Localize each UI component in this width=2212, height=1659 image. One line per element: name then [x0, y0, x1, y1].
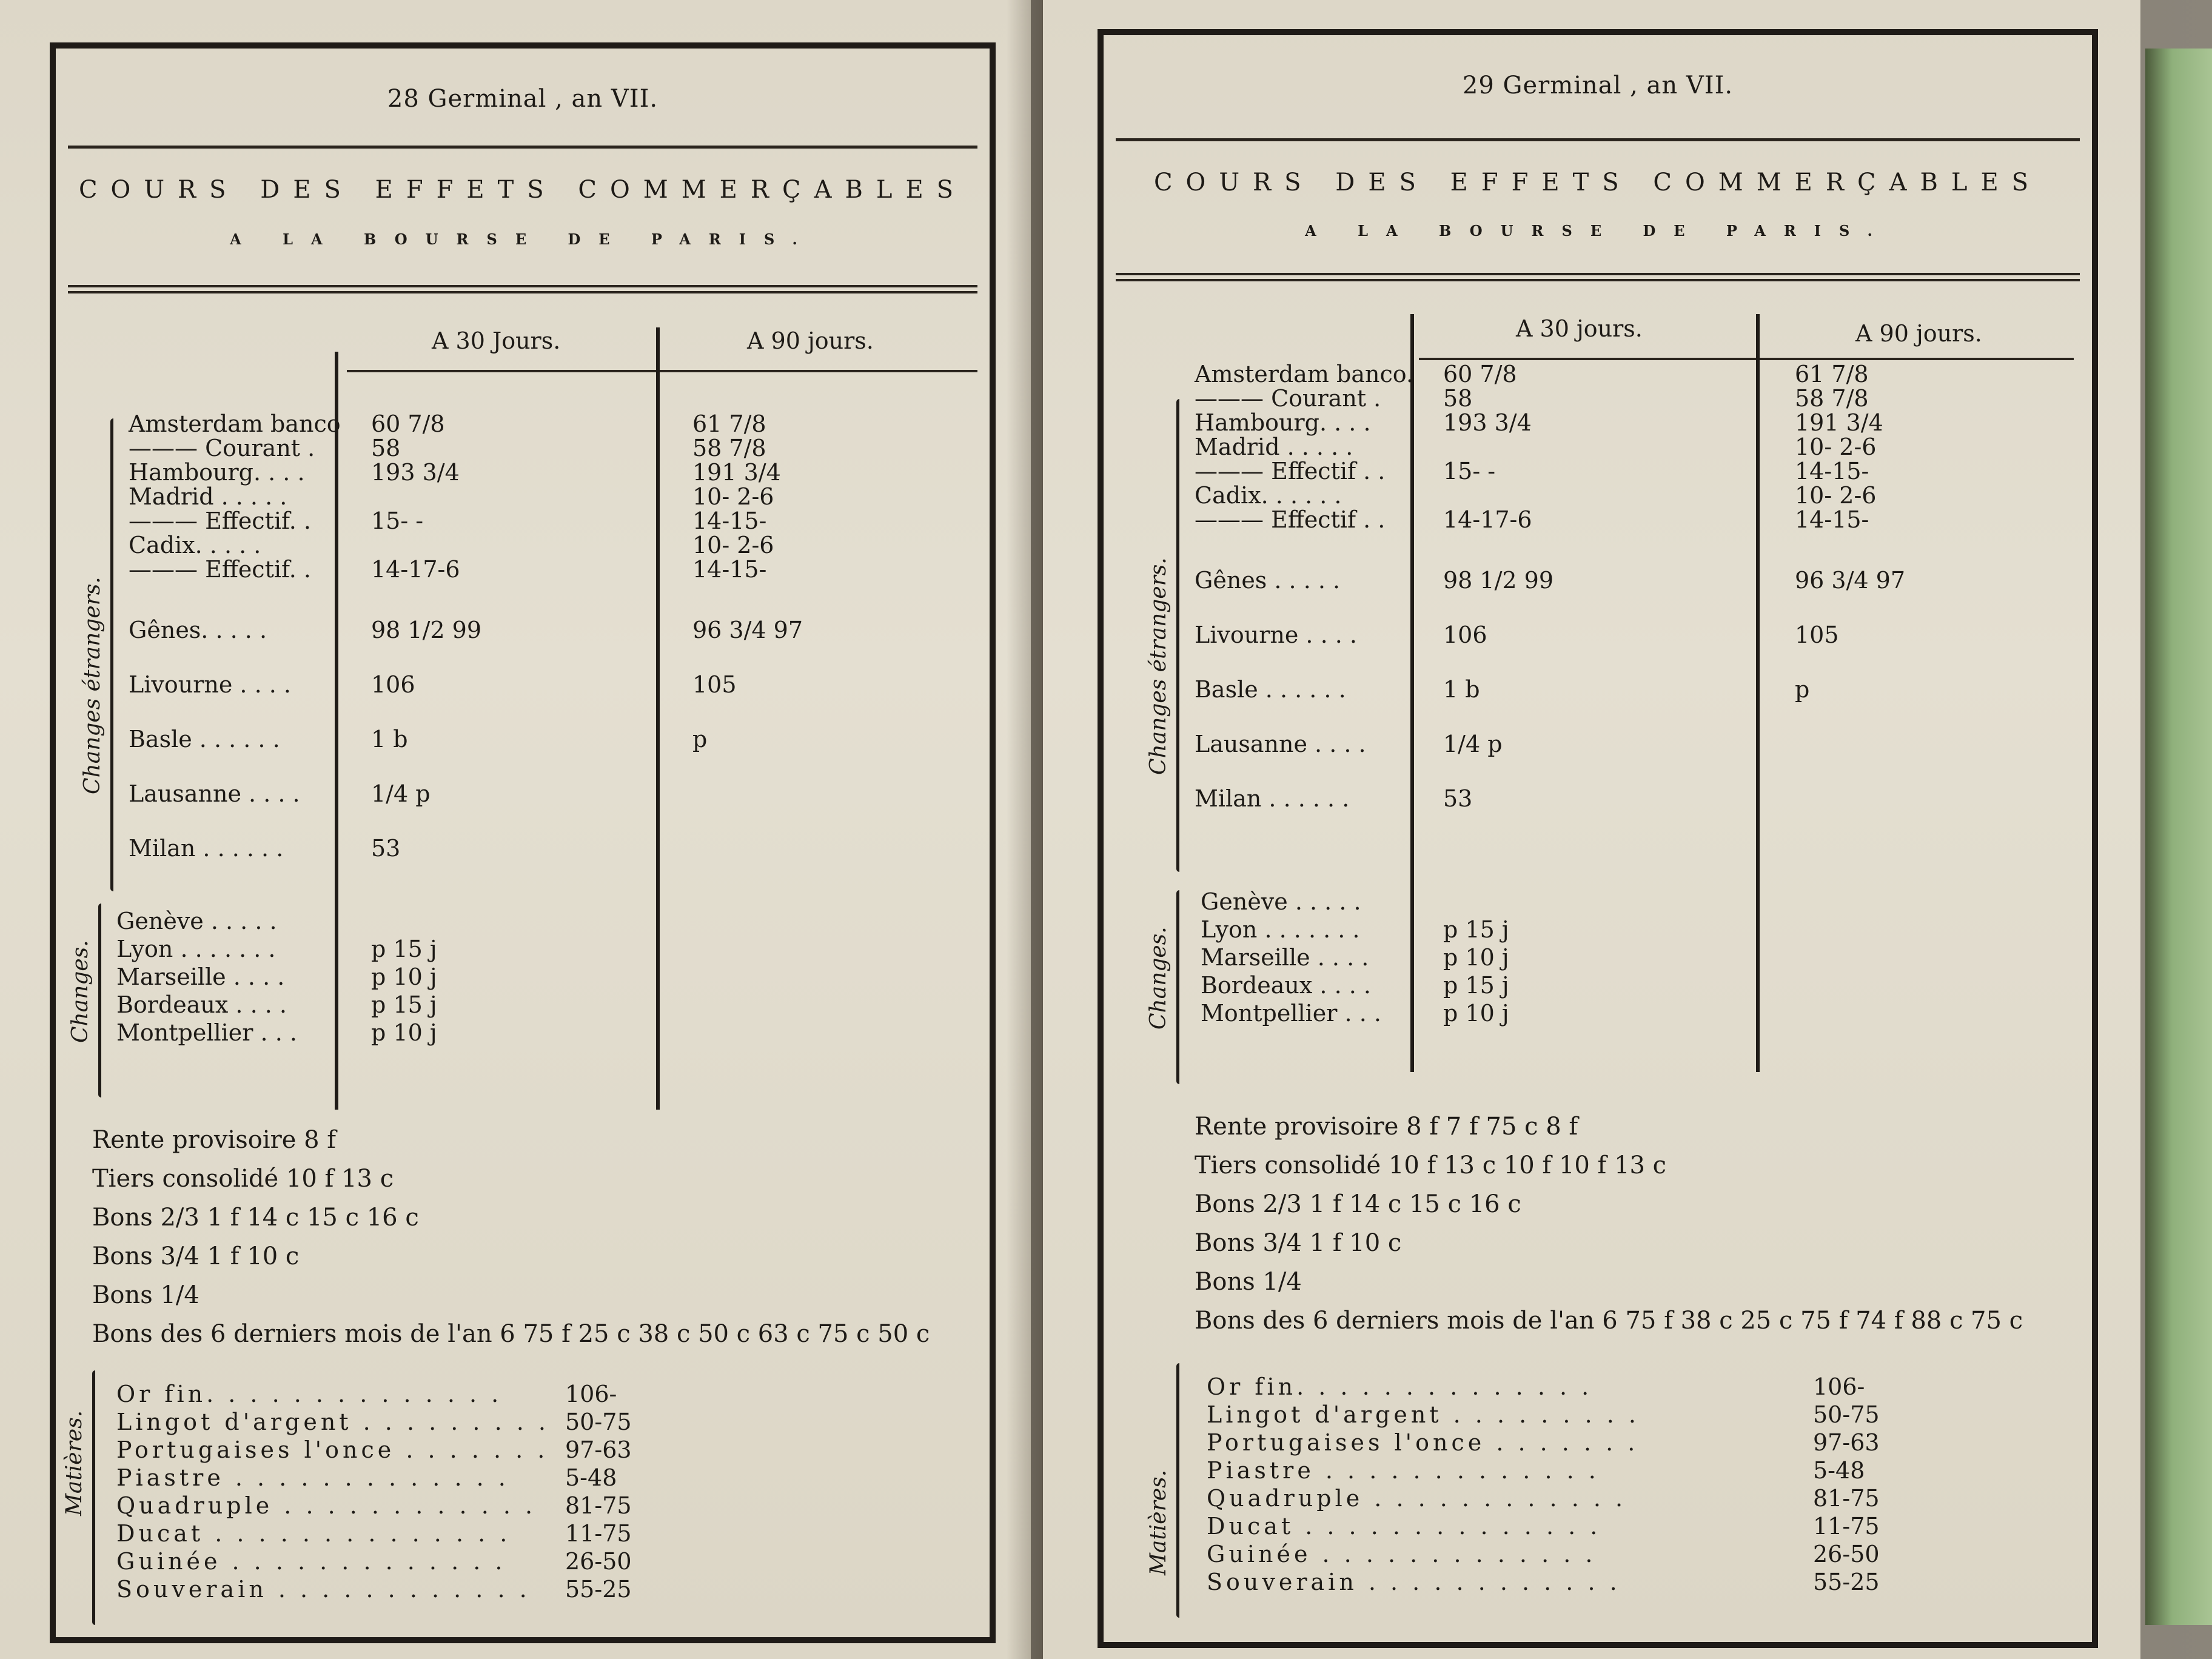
metal-price: 11-75	[565, 1520, 632, 1547]
left-title: COURS DES EFFETS COMMERÇABLES	[78, 176, 967, 204]
metal-label: Piastre . . . . . . . . . . . . .	[116, 1464, 509, 1491]
rate-30-days: 60 7/8	[1443, 361, 1517, 387]
rate-30-days: 53	[371, 835, 401, 862]
rate-30-days: 14-17-6	[1443, 506, 1532, 533]
rente-line: Bons 1/4	[1195, 1268, 1302, 1296]
metal-label: Quadruple . . . . . . . . . . . .	[116, 1492, 537, 1519]
rente-line: Bons 3/4 1 f 10 c	[1195, 1229, 1402, 1257]
right-page-frame	[1098, 29, 2098, 1648]
metal-price: 26-50	[565, 1548, 632, 1575]
right-group-changes: Changes.	[1146, 927, 1171, 1030]
rate-30-days: 1/4 p	[371, 780, 431, 807]
rate-90-days: 14-15-	[692, 556, 767, 583]
currency-label: Lausanne . . . .	[1195, 731, 1366, 757]
brace	[1176, 1363, 1179, 1618]
rente-line: Tiers consolidé 10 f 13 c 10 f 10 f 13 c	[1195, 1151, 1667, 1179]
rente-line: Bons des 6 derniers mois de l'an 6 75 f 38 c 25 c 75 f 74 f 88 c 75 c	[1195, 1307, 2023, 1335]
rate-90-days: 58 7/8	[1795, 385, 1869, 412]
left-group-matieres: Matières.	[62, 1410, 87, 1516]
city-label: Genève . . . . .	[116, 908, 277, 934]
currency-label: Gênes. . . . .	[129, 617, 267, 643]
column-rule	[656, 327, 660, 1110]
currency-label: Basle . . . . . .	[1195, 676, 1346, 703]
metal-price: 11-75	[1813, 1513, 1880, 1540]
city-label: Bordeaux . . . .	[116, 991, 287, 1018]
metal-price: 106-	[565, 1381, 617, 1407]
left-col-30-header: A 30 Jours.	[432, 327, 561, 354]
metal-label: Guinée . . . . . . . . . . . . .	[116, 1548, 506, 1575]
currency-label: ——— Effectif. .	[129, 508, 311, 534]
rate-30-days: 98 1/2 99	[1443, 567, 1554, 594]
rente-line: Bons 3/4 1 f 10 c	[92, 1242, 300, 1270]
city-label: Marseille . . . .	[1201, 944, 1369, 971]
rate-30-days: 14-17-6	[371, 556, 460, 583]
column-rule	[1756, 314, 1760, 1072]
currency-label: Milan . . . . . .	[1195, 785, 1350, 812]
right-running-head: 29 Germinal , an VII.	[1462, 72, 1734, 99]
rate-90-days: 10- 2-6	[692, 532, 774, 558]
rate-90-days: 191 3/4	[692, 459, 781, 486]
metal-label: Lingot d'argent . . . . . . . . .	[116, 1409, 549, 1435]
metal-price: 97-63	[565, 1436, 632, 1463]
rate-30-days: 193 3/4	[1443, 409, 1532, 436]
metal-label: Ducat . . . . . . . . . . . . . .	[116, 1520, 511, 1547]
rate-30-days: 1 b	[371, 726, 408, 752]
rate-90-days: 14-15-	[1795, 506, 1869, 533]
rate-90-days: 10- 2-6	[1795, 434, 1877, 460]
currency-label: Cadix. . . . . .	[1195, 482, 1342, 509]
rate-90-days: 14-15-	[692, 508, 767, 534]
rate-90-days: 10- 2-6	[1795, 482, 1877, 509]
book-cover-edge	[2145, 49, 2212, 1625]
rate-30-days: 15- -	[371, 508, 424, 534]
currency-label: Milan . . . . . .	[129, 835, 284, 862]
right-page	[1043, 0, 2140, 1659]
right-group-matieres: Matières.	[1146, 1469, 1171, 1575]
metal-price: 55-25	[1813, 1569, 1880, 1595]
metal-label: Or fin. . . . . . . . . . . . . .	[1207, 1373, 1593, 1400]
currency-label: Amsterdam banco.	[1195, 361, 1414, 387]
metal-price: 50-75	[565, 1409, 632, 1435]
rate-90-days: 61 7/8	[1795, 361, 1869, 387]
rate-30-days: 1/4 p	[1443, 731, 1503, 757]
rate-30-days: 106	[371, 671, 415, 698]
rente-line: Rente provisoire 8 f 7 f 75 c 8 f	[1195, 1113, 1578, 1141]
left-subtitle: A LA BOURSE DE PARIS.	[230, 230, 816, 248]
metal-price: 55-25	[565, 1576, 632, 1603]
rate-30-days: p 15 j	[1443, 916, 1509, 943]
rate-30-days: p 10 j	[1443, 944, 1509, 971]
rente-line: Bons des 6 derniers mois de l'an 6 75 f 25 c 38 c 50 c 63 c 75 c 50 c	[92, 1320, 930, 1348]
rate-90-days: p	[692, 726, 708, 752]
metal-price: 81-75	[1813, 1485, 1880, 1512]
metal-price: 5-48	[1813, 1457, 1865, 1484]
currency-label: ——— Effectif . .	[1195, 458, 1386, 484]
city-label: Bordeaux . . . .	[1201, 972, 1371, 999]
rate-30-days: 53	[1443, 785, 1473, 812]
right-subtitle: A LA BOURSE DE PARIS.	[1305, 222, 1891, 240]
metal-price: 50-75	[1813, 1401, 1880, 1428]
metal-price: 81-75	[565, 1492, 632, 1519]
rate-30-days: p 15 j	[1443, 972, 1509, 999]
column-rule	[1410, 314, 1414, 1072]
rate-30-days: p 10 j	[371, 1019, 437, 1046]
rate-30-days: p 10 j	[371, 964, 437, 990]
rate-90-days: 105	[1795, 622, 1839, 648]
currency-label: Gênes . . . . .	[1195, 567, 1341, 594]
rate-90-days: 14-15-	[1795, 458, 1869, 484]
metal-label: Souverain . . . . . . . . . . . .	[1207, 1569, 1621, 1595]
rate-30-days: 98 1/2 99	[371, 617, 482, 643]
rente-line: Bons 2/3 1 f 14 c 15 c 16 c	[1195, 1190, 1521, 1218]
city-label: Lyon . . . . . . .	[116, 936, 276, 962]
rate-90-days: 191 3/4	[1795, 409, 1883, 436]
metal-label: Quadruple . . . . . . . . . . . .	[1207, 1485, 1627, 1512]
rule	[1116, 138, 2080, 141]
currency-label: ——— Effectif. .	[129, 556, 311, 583]
rate-30-days: p 10 j	[1443, 1000, 1509, 1027]
brace	[1176, 890, 1179, 1084]
rate-90-days: 105	[692, 671, 737, 698]
brace	[1176, 399, 1179, 872]
header-rule	[347, 370, 977, 372]
double-rule	[1116, 273, 2080, 281]
metal-label: Souverain . . . . . . . . . . . .	[116, 1576, 531, 1603]
double-rule	[68, 285, 977, 293]
currency-label: Madrid . . . . .	[129, 483, 287, 510]
right-title: COURS DES EFFETS COMMERÇABLES	[1153, 169, 2042, 196]
left-page	[0, 0, 1031, 1659]
metal-price: 5-48	[565, 1464, 617, 1491]
currency-label: ——— Courant .	[1195, 385, 1381, 412]
metal-label: Lingot d'argent . . . . . . . . .	[1207, 1401, 1640, 1428]
rate-30-days: 60 7/8	[371, 411, 445, 437]
metal-price: 26-50	[1813, 1541, 1880, 1567]
city-label: Lyon . . . . . . .	[1201, 916, 1360, 943]
currency-label: Lausanne . . . .	[129, 780, 300, 807]
currency-label: ——— Courant .	[129, 435, 315, 461]
header-rule	[1419, 358, 2074, 360]
currency-label: Basle . . . . . .	[129, 726, 280, 752]
rate-30-days: p 15 j	[371, 991, 437, 1018]
rente-line: Bons 1/4	[92, 1281, 199, 1309]
left-running-head: 28 Germinal , an VII.	[387, 85, 659, 113]
brace	[110, 418, 113, 891]
rate-30-days: 193 3/4	[371, 459, 460, 486]
currency-label: Madrid . . . . .	[1195, 434, 1353, 460]
brace	[92, 1370, 95, 1625]
rate-30-days: 58	[371, 435, 401, 461]
city-label: Genève . . . . .	[1201, 888, 1361, 915]
currency-label: Livourne . . . .	[1195, 622, 1357, 648]
right-col-90-header: A 90 jours.	[1855, 320, 1982, 347]
currency-label: ——— Effectif . .	[1195, 506, 1386, 533]
rente-line: Bons 2/3 1 f 14 c 15 c 16 c	[92, 1204, 419, 1232]
rate-30-days: p 15 j	[371, 936, 437, 962]
rate-30-days: 15- -	[1443, 458, 1496, 484]
city-label: Montpellier . . .	[1201, 1000, 1381, 1027]
metal-label: Ducat . . . . . . . . . . . . . .	[1207, 1513, 1601, 1540]
rente-line: Tiers consolidé 10 f 13 c	[92, 1165, 394, 1193]
rate-90-days: 96 3/4 97	[692, 617, 803, 643]
metal-label: Portugaises l'once . . . . . . .	[116, 1436, 549, 1463]
rate-90-days: 58 7/8	[692, 435, 766, 461]
rate-90-days: p	[1795, 676, 1810, 703]
metal-label: Portugaises l'once . . . . . . .	[1207, 1429, 1639, 1456]
left-col-90-header: A 90 jours.	[747, 327, 874, 354]
metal-label: Guinée . . . . . . . . . . . . .	[1207, 1541, 1597, 1567]
rate-90-days: 61 7/8	[692, 411, 766, 437]
metal-price: 106-	[1813, 1373, 1865, 1400]
currency-label: Cadix. . . . .	[129, 532, 261, 558]
right-group-changes-etrangers: Changes étrangers.	[1146, 557, 1171, 775]
rule	[68, 146, 977, 149]
brace	[98, 903, 101, 1098]
rate-30-days: 106	[1443, 622, 1487, 648]
rate-30-days: 1 b	[1443, 676, 1480, 703]
city-label: Marseille . . . .	[116, 964, 285, 990]
rente-line: Rente provisoire 8 f	[92, 1126, 337, 1154]
left-group-changes-etrangers: Changes étrangers.	[80, 577, 105, 794]
currency-label: Amsterdam banco	[129, 411, 341, 437]
rate-90-days: 10- 2-6	[692, 483, 774, 510]
city-label: Montpellier . . .	[116, 1019, 297, 1046]
column-rule	[335, 352, 338, 1110]
left-group-changes: Changes.	[68, 940, 93, 1043]
rate-90-days: 96 3/4 97	[1795, 567, 1906, 594]
rate-30-days: 58	[1443, 385, 1473, 412]
metal-label: Or fin. . . . . . . . . . . . . .	[116, 1381, 503, 1407]
currency-label: Livourne . . . .	[129, 671, 291, 698]
left-page-frame	[50, 42, 996, 1643]
right-col-30-header: A 30 jours.	[1516, 315, 1643, 342]
currency-label: Hambourg. . . .	[1195, 409, 1371, 436]
metal-price: 97-63	[1813, 1429, 1880, 1456]
currency-label: Hambourg. . . .	[129, 459, 305, 486]
metal-label: Piastre . . . . . . . . . . . . .	[1207, 1457, 1600, 1484]
